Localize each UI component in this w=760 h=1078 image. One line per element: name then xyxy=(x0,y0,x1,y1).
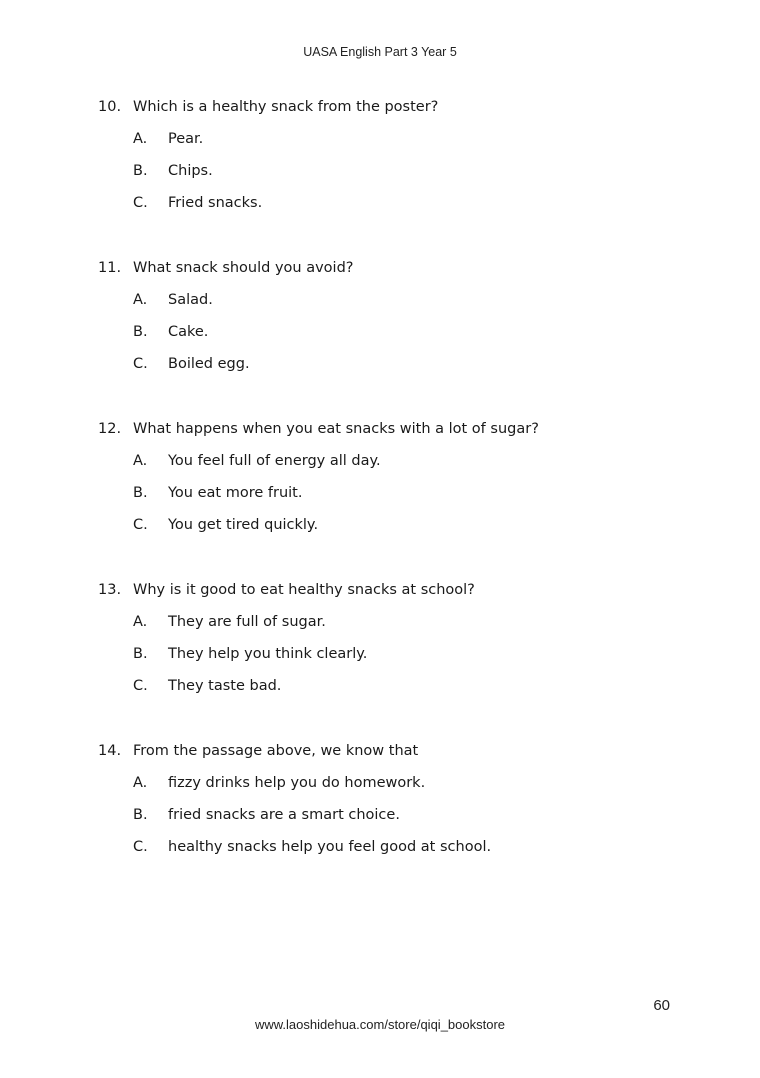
option-a xyxy=(0,118,760,150)
option-text: They taste bad. xyxy=(168,678,282,694)
option-text: You get tired quickly. xyxy=(168,517,319,533)
option-b xyxy=(0,794,760,826)
option-c xyxy=(0,343,760,375)
footer-url: www.laoshidehua.com/store/qiqi_bookstore xyxy=(254,1017,506,1032)
option-text: Chips. xyxy=(168,163,213,179)
option-text: Boiled egg. xyxy=(168,356,250,372)
page-header: UASA English Part 3 Year 5 xyxy=(303,45,457,59)
option-text: Pear. xyxy=(168,131,204,147)
option-letter: A. xyxy=(133,292,148,308)
option-c xyxy=(0,504,760,536)
option-a xyxy=(0,762,760,794)
option-a xyxy=(0,279,760,311)
option-text: They are full of sugar. xyxy=(168,614,326,630)
option-text: You feel full of energy all day. xyxy=(168,453,381,469)
question-number: 13. xyxy=(98,582,122,598)
option-text: You eat more fruit. xyxy=(168,485,303,501)
option-letter: C. xyxy=(133,678,148,694)
option-letter: C. xyxy=(133,839,148,855)
option-b xyxy=(0,472,760,504)
option-a xyxy=(0,601,760,633)
question-list xyxy=(0,96,760,901)
option-text: healthy snacks help you feel good at school. xyxy=(168,839,492,855)
option-text: fried snacks are a smart choice. xyxy=(168,807,400,823)
question-text: What happens when you eat snacks with a lot of sugar? xyxy=(133,421,539,437)
option-letter: A. xyxy=(133,131,148,147)
option-letter: C. xyxy=(133,517,148,533)
question-text: What snack should you avoid? xyxy=(133,260,354,276)
option-letter: B. xyxy=(133,646,148,662)
question-number: 10. xyxy=(98,99,122,115)
option-letter: A. xyxy=(133,453,148,469)
option-letter: C. xyxy=(133,195,148,211)
question-number: 11. xyxy=(98,260,122,276)
question-text: From the passage above, we know that xyxy=(133,743,419,759)
question-12 xyxy=(0,418,760,579)
question-text: Why is it good to eat healthy snacks at school? xyxy=(133,582,475,598)
option-b xyxy=(0,150,760,182)
question-text: Which is a healthy snack from the poster? xyxy=(133,99,439,115)
page-number: 60 xyxy=(653,997,670,1014)
option-c xyxy=(0,665,760,697)
option-letter: C. xyxy=(133,356,148,372)
option-text: fizzy drinks help you do homework. xyxy=(168,775,426,791)
option-text: Fried snacks. xyxy=(168,195,263,211)
question-11 xyxy=(0,257,760,418)
option-letter: B. xyxy=(133,807,148,823)
option-letter: B. xyxy=(133,485,148,501)
option-text: Cake. xyxy=(168,324,209,340)
option-letter: B. xyxy=(133,163,148,179)
question-number: 14. xyxy=(98,743,122,759)
option-text: They help you think clearly. xyxy=(168,646,368,662)
option-letter: A. xyxy=(133,775,148,791)
option-text: Salad. xyxy=(168,292,213,308)
option-b xyxy=(0,633,760,665)
option-a xyxy=(0,440,760,472)
question-number: 12. xyxy=(98,421,122,437)
question-10 xyxy=(0,96,760,257)
option-b xyxy=(0,311,760,343)
question-13 xyxy=(0,579,760,740)
option-letter: A. xyxy=(133,614,148,630)
option-c xyxy=(0,826,760,858)
option-c xyxy=(0,182,760,214)
question-14 xyxy=(0,740,760,901)
option-letter: B. xyxy=(133,324,148,340)
